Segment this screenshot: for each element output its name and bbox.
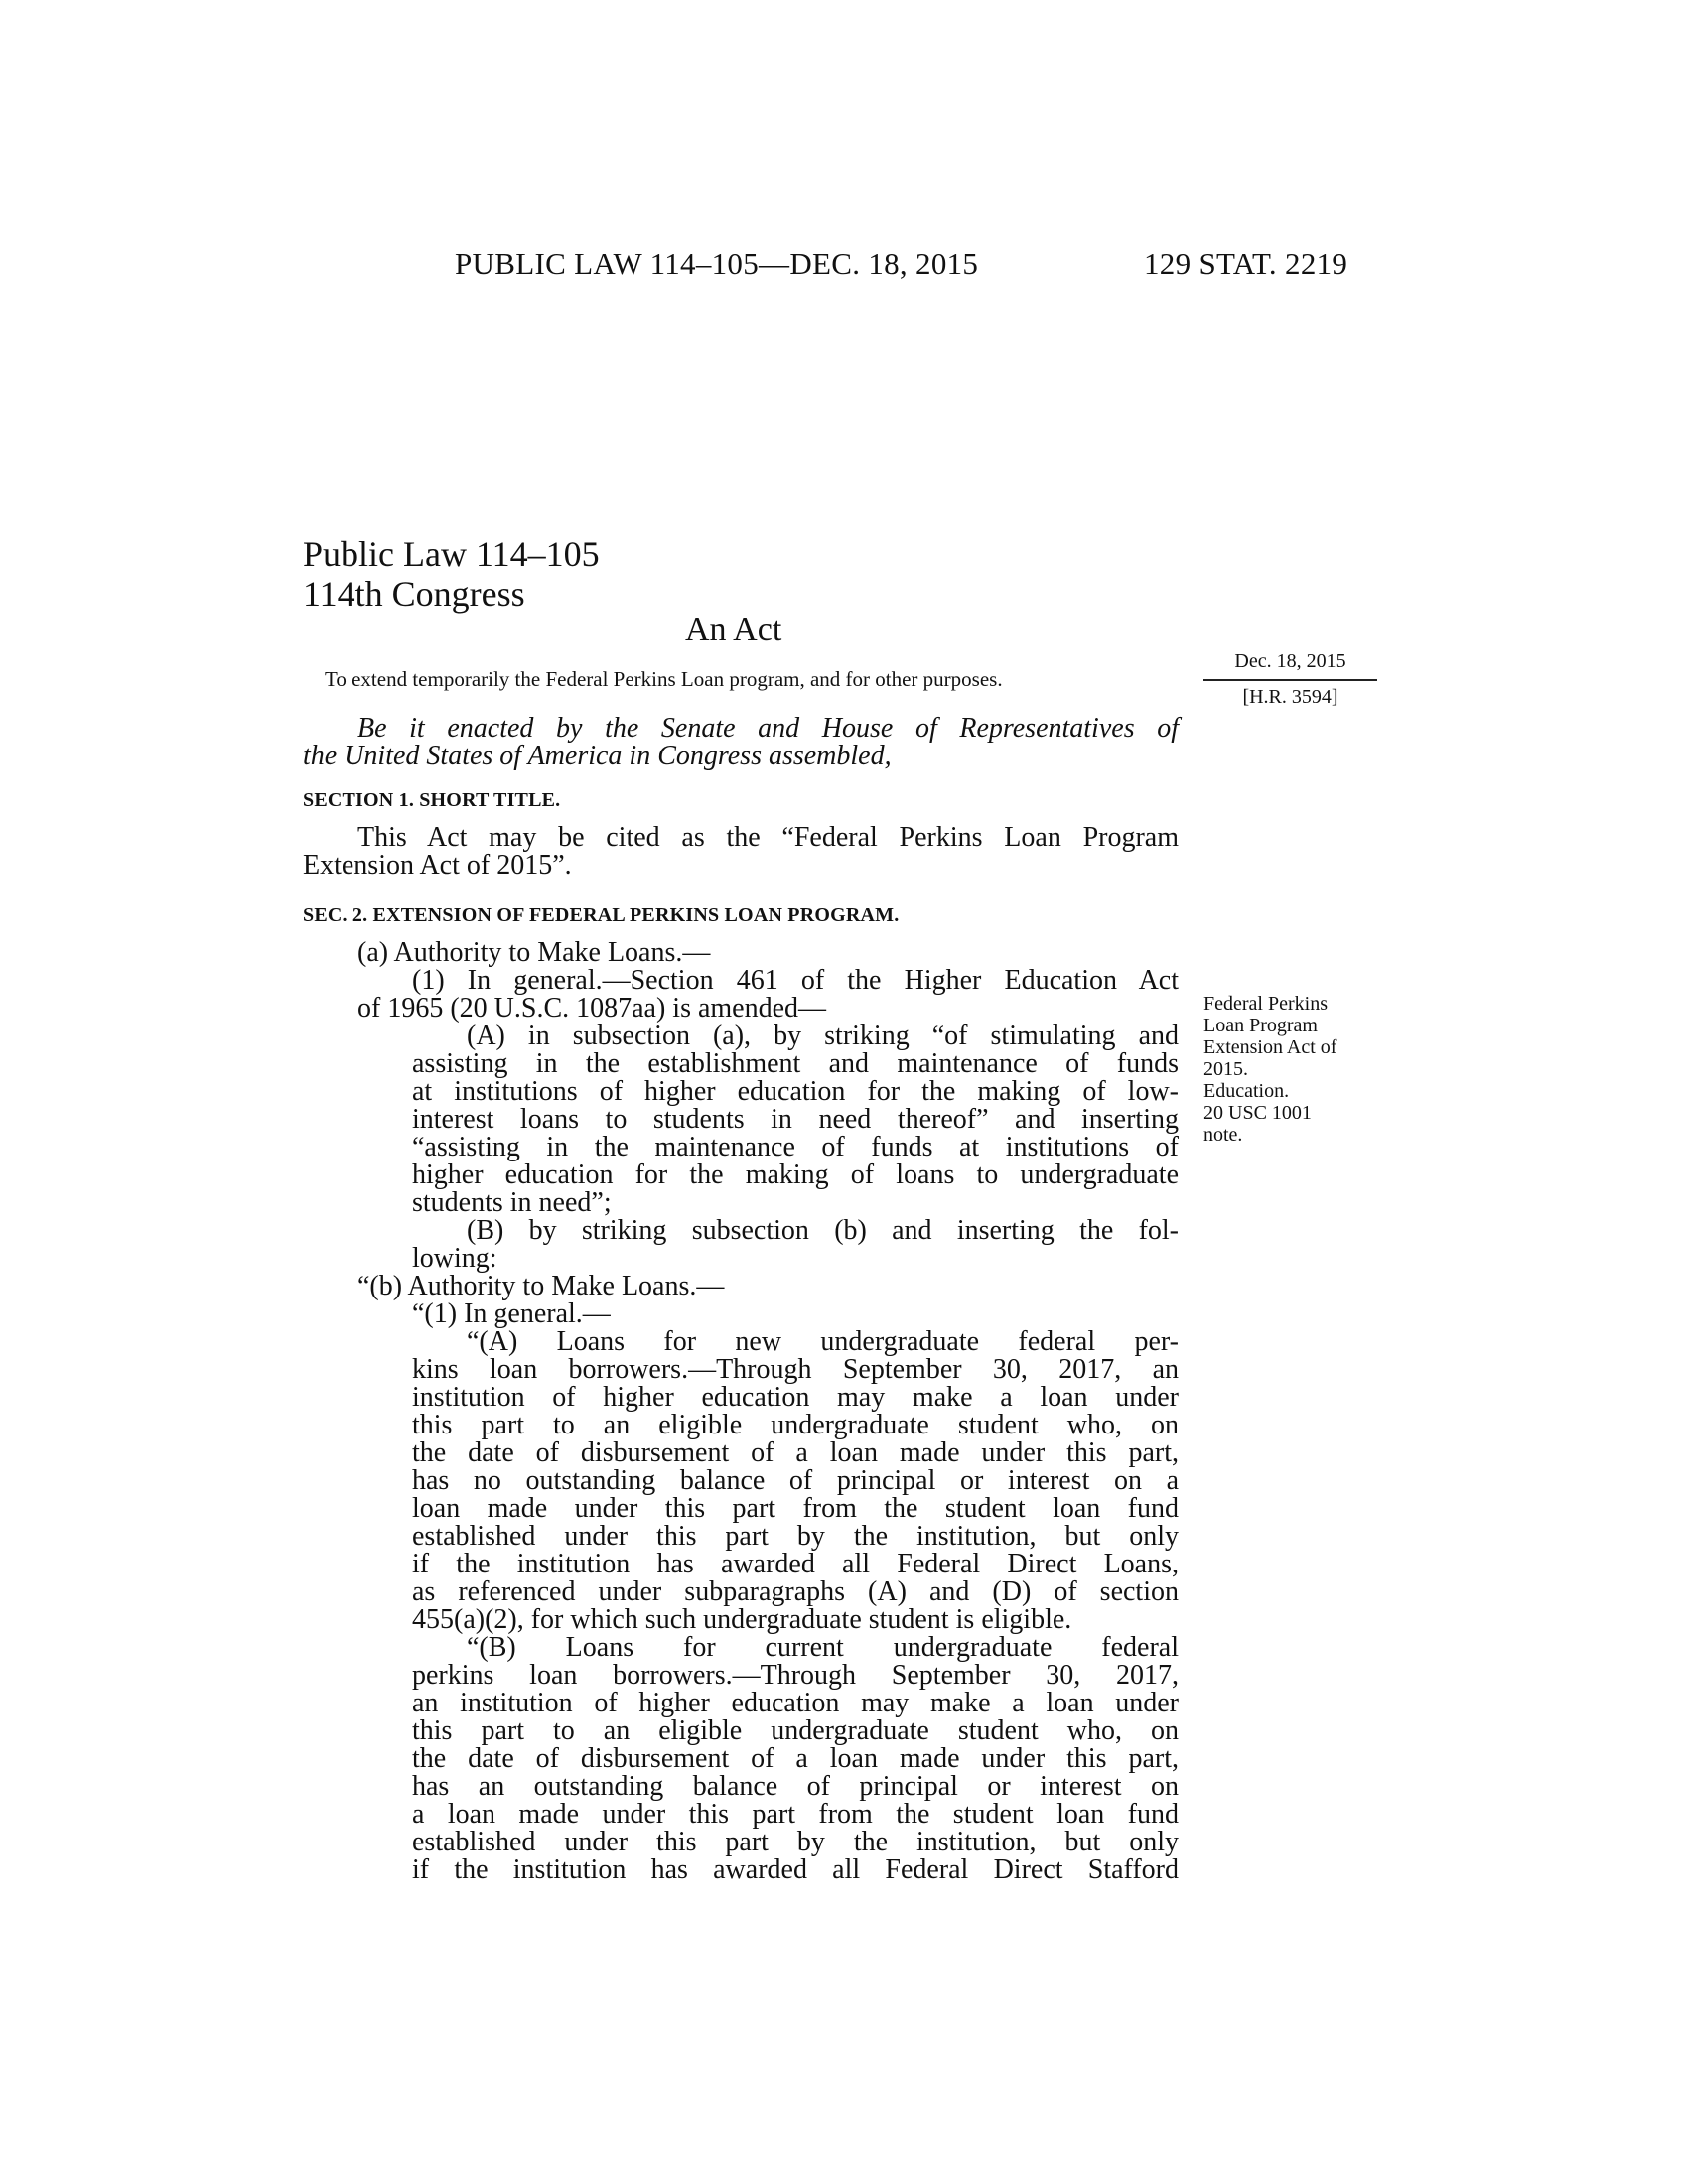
inserted-subparagraph-line: kins loan borrowers.—Through September 30, 2017, an bbox=[412, 1354, 1179, 1385]
enacting-clause-line: the United States of America in Congress assembled, bbox=[303, 741, 892, 771]
margin-note: Loan Program bbox=[1203, 1015, 1318, 1036]
inserted-subparagraph-line: this part to an eligible undergraduate student who, on bbox=[412, 1410, 1179, 1440]
inserted-paragraph-heading: “(1) In general.— bbox=[412, 1298, 611, 1329]
act-purpose: To extend temporarily the Federal Perkins Loan program, and for other purposes. bbox=[325, 667, 1003, 691]
inserted-subsection-heading: “(b) Authority to Make Loans.— bbox=[357, 1271, 725, 1301]
paragraph-line: of 1965 (20 U.S.C. 1087aa) is amended— bbox=[357, 993, 827, 1024]
margin-note: Extension Act of bbox=[1203, 1036, 1337, 1058]
inserted-subparagraph-line: the date of disbursement of a loan made under this part, bbox=[412, 1743, 1179, 1774]
section-heading: SECTION 1. SHORT TITLE. bbox=[303, 789, 561, 811]
margin-note: Education. bbox=[1203, 1080, 1290, 1102]
inserted-subparagraph-line: established under this part by the institution, but only bbox=[412, 1827, 1179, 1857]
subparagraph-line: “assisting in the maintenance of funds at institutions of bbox=[412, 1132, 1179, 1162]
subparagraph-line: students in need”; bbox=[412, 1187, 612, 1218]
section-text-line: Extension Act of 2015”. bbox=[303, 850, 572, 881]
margin-notes-list bbox=[1203, 993, 1382, 1146]
act-label: An Act bbox=[685, 612, 782, 648]
inserted-subparagraph-line: institution of higher education may make a loan under bbox=[412, 1382, 1179, 1413]
inserted-subparagraph-line: an institution of higher education may make a loan under bbox=[412, 1688, 1179, 1718]
subparagraph-line: (A) in subsection (a), by striking “of stimulating and bbox=[467, 1021, 1179, 1051]
enactment-date: Dec. 18, 2015 bbox=[1234, 650, 1346, 672]
subparagraph-line: interest loans to students in need thereof” and inserting bbox=[412, 1104, 1179, 1135]
margin-note: 20 USC 1001 bbox=[1203, 1102, 1312, 1124]
act-body bbox=[303, 715, 1179, 1884]
margin-note: 2015. bbox=[1203, 1058, 1248, 1080]
inserted-subparagraph-line: this part to an eligible undergraduate student who, on bbox=[412, 1715, 1179, 1746]
margin-date-block bbox=[1203, 649, 1377, 709]
public-law-number: Public Law 114–105 bbox=[303, 534, 600, 574]
paragraph-line: (1) In general.—Section 461 of the Higher Education Act bbox=[412, 965, 1179, 996]
inserted-subparagraph-line: loan made under this part from the student loan fund bbox=[412, 1493, 1179, 1524]
bill-number: [H.R. 3594] bbox=[1242, 686, 1338, 708]
subparagraph-line: assisting in the establishment and maintenance of funds bbox=[412, 1048, 1179, 1079]
section-text-line: This Act may be cited as the “Federal Perkins Loan Program bbox=[357, 822, 1179, 853]
inserted-subparagraph-line: as referenced under subparagraphs (A) and (D) of section bbox=[412, 1576, 1179, 1607]
subparagraph-line: higher education for the making of loans to undergraduate bbox=[412, 1160, 1179, 1190]
inserted-subparagraph-line: “(A) Loans for new undergraduate federal per- bbox=[467, 1326, 1179, 1357]
inserted-subparagraph-line: a loan made under this part from the student loan fund bbox=[412, 1799, 1179, 1830]
subparagraph-line: at institutions of higher education for the making of low- bbox=[412, 1076, 1179, 1107]
inserted-subparagraph-line: perkins loan borrowers.—Through September 30, 2017, bbox=[412, 1660, 1179, 1691]
margin-note: note. bbox=[1203, 1124, 1243, 1146]
subparagraph-line: (B) by striking subsection (b) and inserting the fol- bbox=[467, 1215, 1179, 1246]
inserted-subparagraph-line: “(B) Loans for current undergraduate federal bbox=[467, 1632, 1179, 1663]
enacting-clause-line: Be it enacted by the Senate and House of Representatives of bbox=[357, 713, 1179, 744]
subparagraph-line: lowing: bbox=[412, 1243, 497, 1274]
law-citation bbox=[303, 534, 600, 614]
inserted-subparagraph-line: the date of disbursement of a loan made under this part, bbox=[412, 1437, 1179, 1468]
inserted-subparagraph-line: established under this part by the institution, but only bbox=[412, 1521, 1179, 1552]
inserted-subparagraph-line: 455(a)(2), for which such undergraduate student is eligible. bbox=[412, 1604, 1072, 1635]
section-heading: SEC. 2. EXTENSION OF FEDERAL PERKINS LOAN PROGRAM. bbox=[303, 904, 900, 926]
congress-number: 114th Congress bbox=[303, 574, 525, 614]
inserted-subparagraph-line: if the institution has awarded all Federal Direct Stafford bbox=[412, 1854, 1179, 1885]
margin-note: Federal Perkins bbox=[1203, 993, 1328, 1015]
page-stat-number: 129 STAT. 2219 bbox=[1144, 246, 1348, 281]
date-rule bbox=[1203, 679, 1377, 681]
inserted-subparagraph-line: has no outstanding balance of principal or interest on a bbox=[412, 1465, 1179, 1496]
inserted-subparagraph-line: if the institution has awarded all Federal Direct Loans, bbox=[412, 1549, 1179, 1579]
inserted-subparagraph-line: has an outstanding balance of principal or interest on bbox=[412, 1771, 1179, 1802]
subsection-heading: (a) Authority to Make Loans.— bbox=[357, 937, 711, 968]
running-header-left: PUBLIC LAW 114–105—DEC. 18, 2015 bbox=[455, 246, 979, 281]
